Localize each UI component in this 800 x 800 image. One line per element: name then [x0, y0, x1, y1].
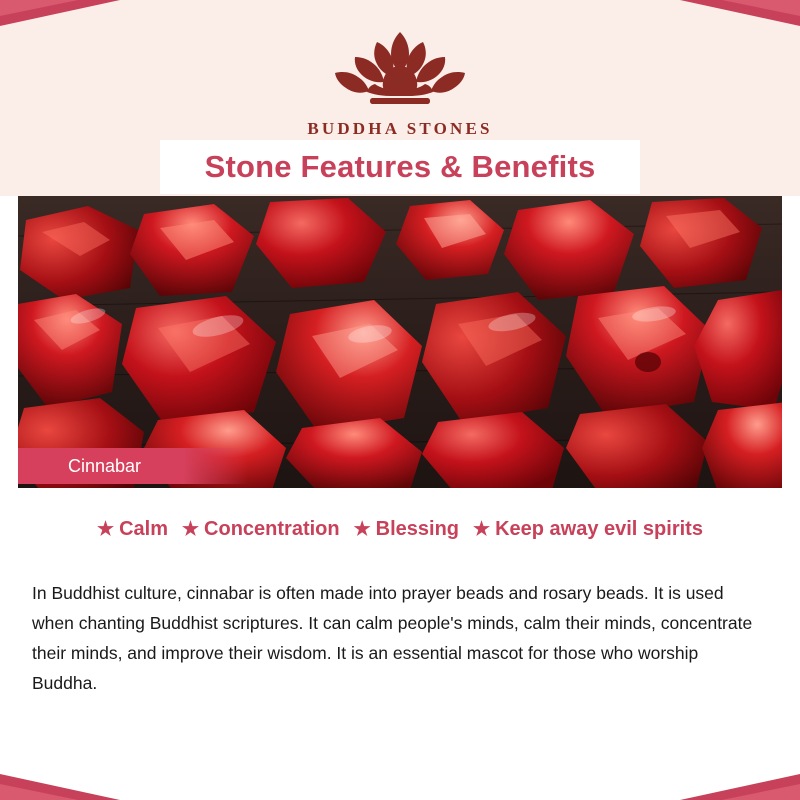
corner-ribbon-bottom-right-inner [722, 784, 800, 800]
description-text: In Buddhist culture, cinnabar is often made into prayer beads and rosary beads. It is used when chanting Buddhist scriptures. It can calm people's minds, calm their minds, concentrate their minds, and improve their wisdom. It is an essential mascot for those who worship Buddha. [32, 582, 753, 693]
brand-name: BUDDHA STONES [307, 119, 493, 138]
star-icon: ★ [353, 519, 371, 540]
corner-ribbon-top-right-inner [722, 0, 800, 16]
page-title [160, 140, 640, 194]
product-photo [18, 196, 782, 488]
brand-block [0, 26, 800, 139]
lotus-meditation-icon [0, 26, 800, 117]
benefit-item [354, 518, 459, 541]
page-title-text: Stone Features & Benefits [204, 149, 596, 184]
corner-ribbon-bottom-left-inner [0, 784, 78, 800]
corner-ribbon-top-left-inner [0, 0, 78, 16]
benefit-label: Keep away evil spirits [495, 518, 703, 540]
benefit-label: Calm [119, 518, 168, 540]
photo-caption-text: Cinnabar [68, 455, 142, 476]
star-icon: ★ [97, 519, 115, 540]
benefit-label: Blessing [375, 518, 460, 540]
benefits-row [0, 518, 800, 541]
star-icon: ★ [473, 519, 491, 540]
benefit-item [473, 518, 703, 541]
benefit-item [182, 518, 340, 541]
benefit-item [97, 518, 168, 541]
star-icon: ★ [182, 519, 200, 540]
benefit-label: Concentration [204, 518, 340, 540]
photo-caption [18, 448, 248, 484]
